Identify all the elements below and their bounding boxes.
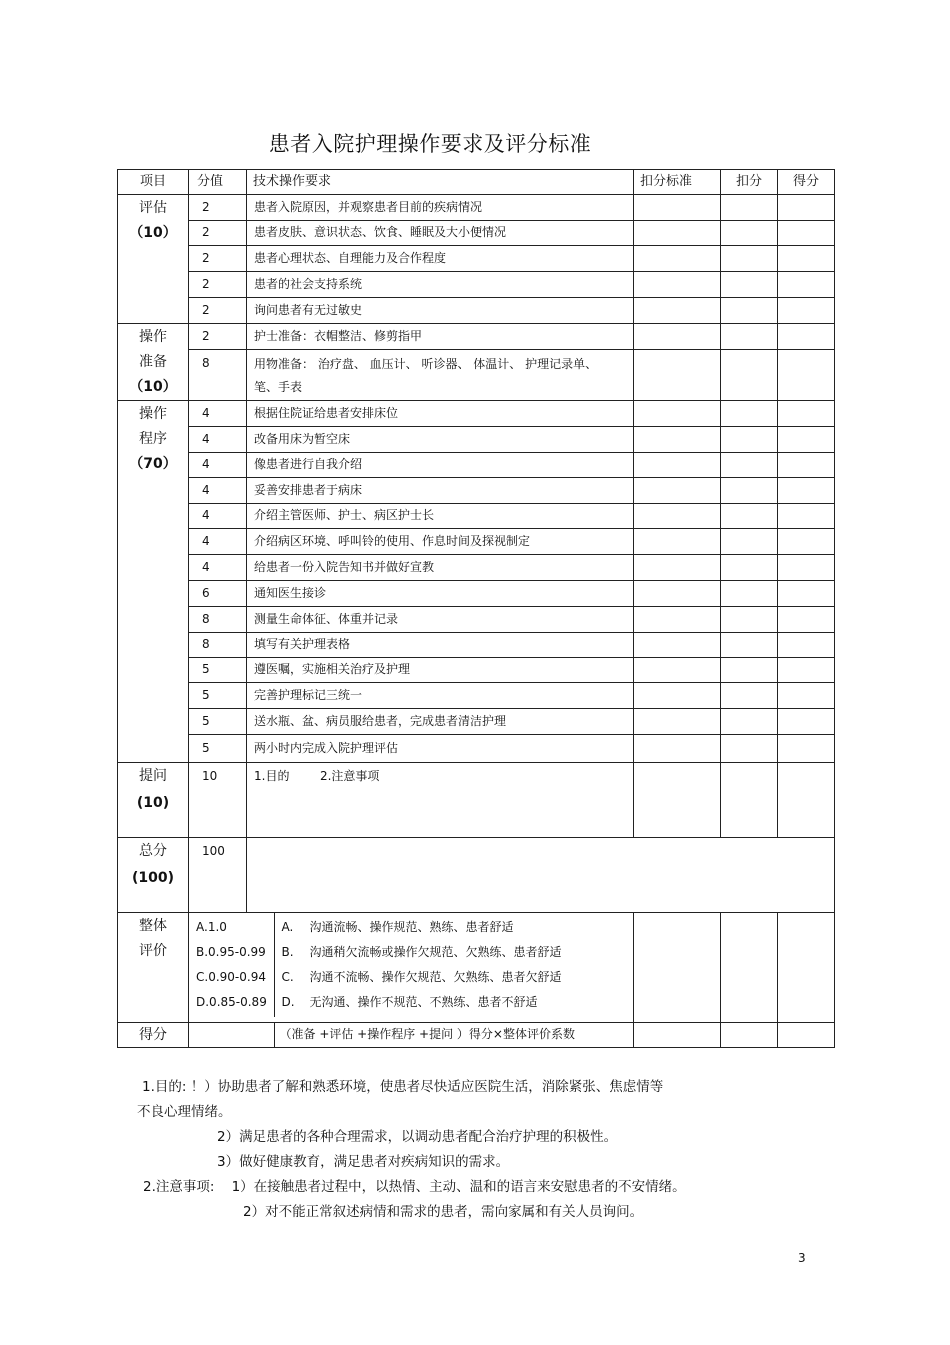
- grade-desc: [282, 915, 634, 940]
- deduction-standard-cell: [634, 427, 721, 453]
- got-cell: [778, 529, 835, 555]
- total-blank-cell: [247, 838, 835, 913]
- score-cell: 4: [189, 555, 247, 581]
- grade-desc: [282, 965, 634, 990]
- got-cell: [778, 1023, 835, 1048]
- grade-text: 沟通稍欠流畅或操作欠规范、欠熟练、患者舒适: [309, 945, 562, 959]
- requirement-line: 笔、手表: [254, 379, 303, 394]
- overall-grades-table: [189, 913, 633, 1017]
- score-cell: 5: [189, 735, 247, 763]
- deduction-cell: [721, 504, 778, 529]
- grade-coefficients: [189, 913, 274, 1017]
- score-cell: 4: [189, 427, 247, 453]
- deduction-standard-cell: [634, 581, 721, 607]
- category-label: 评估: [139, 200, 167, 216]
- got-cell: [778, 221, 835, 246]
- category-label: 总分: [139, 843, 167, 859]
- grade-coef: C.0.90-0.94: [196, 970, 266, 984]
- deduction-standard-cell: [634, 607, 721, 633]
- table-row: [118, 913, 835, 1023]
- category-points: (10): [136, 795, 170, 811]
- requirement-cell: 询问患者有无过敏史: [247, 298, 634, 324]
- category-procedure: [118, 401, 189, 763]
- deduction-cell: [721, 555, 778, 581]
- category-label: 整体: [139, 918, 167, 934]
- table-row: [118, 324, 835, 350]
- note-line: 2）对不能正常叙述病情和需求的患者，需向家属和有关人员询问。: [243, 1204, 644, 1220]
- deduction-standard-cell: [634, 349, 721, 400]
- deduction-standard-cell: [634, 683, 721, 709]
- deduction-standard-cell: [634, 195, 721, 221]
- grade-text: 沟通流畅、操作规范、熟练、患者舒适: [309, 920, 514, 934]
- got-cell: [778, 555, 835, 581]
- note-line: 不良心理情绪。: [137, 1104, 232, 1120]
- got-cell: [778, 658, 835, 683]
- got-cell: [778, 195, 835, 221]
- grade-coef: D.0.85-0.89: [196, 995, 267, 1009]
- score-cell: 6: [189, 581, 247, 607]
- requirement-cell: 患者皮肤、意识状态、饮食、睡眠及大小便情况: [247, 221, 634, 246]
- got-cell: [778, 709, 835, 735]
- header-score: 分值: [189, 170, 247, 195]
- got-cell: [778, 427, 835, 453]
- got-cell: [778, 735, 835, 763]
- deduction-cell: [721, 195, 778, 221]
- table-header-row: [118, 170, 835, 195]
- note-line: 1.目的: ！）协助患者了解和熟悉环境，使患者尽快适应医院生活，消除紧张、焦虑情等: [142, 1079, 664, 1095]
- deduction-cell: [721, 658, 778, 683]
- deduction-standard-cell: [634, 709, 721, 735]
- score-cell: 100: [189, 838, 247, 913]
- requirement-cell: 测量生命体征、体重并记录: [247, 607, 634, 633]
- deduction-standard-cell: [634, 401, 721, 427]
- score-cell: 8: [189, 633, 247, 658]
- requirement-cell: 护士准备：衣帽整洁、修剪指甲: [247, 324, 634, 350]
- grade-row: [189, 913, 633, 1017]
- grade-text: 沟通不流畅、操作欠规范、欠熟练、患者欠舒适: [309, 970, 562, 984]
- requirement-cell: 通知医生接诊: [247, 581, 634, 607]
- requirement-cell: 两小时内完成入院护理评估: [247, 735, 634, 763]
- table-row: [118, 195, 835, 221]
- deduction-standard-cell: [634, 246, 721, 272]
- score-cell: 5: [189, 709, 247, 735]
- grade-descriptions: [274, 913, 633, 1017]
- requirement-cell: 患者心理状态、自理能力及合作程度: [247, 246, 634, 272]
- score-cell: 8: [189, 607, 247, 633]
- table-row: [118, 427, 835, 453]
- requirement-cell: 像患者进行自我介绍: [247, 453, 634, 478]
- final-formula-table: [189, 1023, 633, 1047]
- table-row: [118, 607, 835, 633]
- category-overall: [118, 913, 189, 1023]
- deduction-standard-cell: [634, 504, 721, 529]
- deduction-standard-cell: [634, 453, 721, 478]
- table-row: [118, 349, 835, 400]
- grade-coef: A.1.0: [196, 920, 227, 934]
- table-row: [118, 246, 835, 272]
- overall-grades-cell: [189, 913, 634, 1023]
- deduction-standard-cell: [634, 529, 721, 555]
- got-cell: [778, 349, 835, 400]
- score-cell: 4: [189, 453, 247, 478]
- category-label: 准备: [139, 354, 167, 370]
- requirement-cell: 患者入院原因，并观察患者目前的疾病情况: [247, 195, 634, 221]
- page-number: 3: [798, 1251, 806, 1265]
- category-prep: [118, 324, 189, 401]
- table-row: [118, 763, 835, 838]
- deduction-standard-cell: [634, 633, 721, 658]
- score-cell: 8: [189, 349, 247, 400]
- header-deduction-standard: 扣分标准: [634, 170, 721, 195]
- note-line: 2）满足患者的各种合理需求，以调动患者配合治疗护理的积极性。: [217, 1129, 618, 1145]
- table-row: [118, 298, 835, 324]
- requirement-cell: 完善护理标记三统一: [247, 683, 634, 709]
- table-row: [118, 555, 835, 581]
- grade-text: 无沟通、操作不规范、不熟练、患者不舒适: [309, 995, 538, 1009]
- table-row: [118, 1023, 835, 1048]
- score-cell: 2: [189, 246, 247, 272]
- note-line: 3）做好健康教育，满足患者对疾病知识的需求。: [217, 1154, 510, 1170]
- got-cell: [778, 401, 835, 427]
- got-cell: [778, 581, 835, 607]
- deduction-cell: [721, 478, 778, 504]
- header-deduction: 扣分: [721, 170, 778, 195]
- requirement-cell: 妥善安排患者于病床: [247, 478, 634, 504]
- requirement-cell: 介绍病区环境、呼叫铃的使用、作息时间及探视制定: [247, 529, 634, 555]
- deduction-cell: [721, 453, 778, 478]
- score-cell: 2: [189, 195, 247, 221]
- formula-blank: [189, 1023, 274, 1047]
- deduction-cell: [721, 683, 778, 709]
- got-cell: [778, 683, 835, 709]
- deduction-cell: [721, 607, 778, 633]
- got-cell: [778, 453, 835, 478]
- table-row: [118, 581, 835, 607]
- deduction-standard-cell: [634, 555, 721, 581]
- got-cell: [778, 478, 835, 504]
- header-requirement: 技术操作要求: [247, 170, 634, 195]
- table-row: [118, 478, 835, 504]
- grade-letter: B.: [281, 945, 294, 959]
- deduction-standard-cell: [634, 1023, 721, 1048]
- deduction-standard-cell: [634, 658, 721, 683]
- table-row: [118, 504, 835, 529]
- score-cell: 10: [189, 763, 247, 838]
- deduction-cell: [721, 349, 778, 400]
- deduction-cell: [721, 221, 778, 246]
- category-label: 操作: [139, 329, 167, 345]
- got-cell: [778, 272, 835, 298]
- got-cell: [778, 913, 835, 1023]
- score-cell: 2: [189, 324, 247, 350]
- grade-letter: C.: [281, 970, 294, 984]
- deduction-cell: [721, 633, 778, 658]
- category-points: (100): [131, 870, 175, 886]
- requirement-cell: 填写有关护理表格: [247, 633, 634, 658]
- table-row: [118, 633, 835, 658]
- score-cell: 4: [189, 401, 247, 427]
- final-formula-cell: [189, 1023, 634, 1048]
- table-row: [118, 401, 835, 427]
- table-row: [118, 838, 835, 913]
- got-cell: [778, 324, 835, 350]
- category-total: [118, 838, 189, 913]
- deduction-cell: [721, 1023, 778, 1048]
- deduction-standard-cell: [634, 735, 721, 763]
- category-label: 操作: [139, 406, 167, 422]
- deduction-cell: [721, 529, 778, 555]
- requirement-cell: 根据住院证给患者安排床位: [247, 401, 634, 427]
- page-title: 患者入院护理操作要求及评分标准: [268, 132, 592, 156]
- score-cell: 4: [189, 478, 247, 504]
- deduction-cell: [721, 709, 778, 735]
- deduction-standard-cell: [634, 298, 721, 324]
- grade-letter: A.: [281, 920, 294, 934]
- deduction-cell: [721, 324, 778, 350]
- table-row: [118, 453, 835, 478]
- requirement-cell: 给患者一份入院告知书并做好宣教: [247, 555, 634, 581]
- got-cell: [778, 763, 835, 838]
- grade-desc: [282, 990, 634, 1015]
- category-points: （10）: [129, 225, 177, 241]
- got-cell: [778, 298, 835, 324]
- table-row: [118, 658, 835, 683]
- score-cell: 4: [189, 529, 247, 555]
- formula-row: [189, 1023, 633, 1047]
- deduction-standard-cell: [634, 913, 721, 1023]
- deduction-standard-cell: [634, 478, 721, 504]
- category-label: 程序: [139, 431, 167, 447]
- requirement-cell: [247, 349, 634, 400]
- score-cell: 4: [189, 504, 247, 529]
- category-label: 评价: [139, 943, 167, 959]
- category-points: （70）: [129, 456, 177, 472]
- deduction-standard-cell: [634, 763, 721, 838]
- got-cell: [778, 607, 835, 633]
- table-row: [118, 735, 835, 763]
- table-row: [118, 709, 835, 735]
- final-formula: （准备 +评估 +操作程序 +提问 ）得分×整体评价系数: [279, 1027, 575, 1042]
- grade-desc: [282, 940, 634, 965]
- deduction-standard-cell: [634, 272, 721, 298]
- requirement-cell: 遵医嘱，实施相关治疗及护理: [247, 658, 634, 683]
- requirement-cell: 介绍主管医师、护士、病区护士长: [247, 504, 634, 529]
- table-row: [118, 221, 835, 246]
- deduction-cell: [721, 427, 778, 453]
- note-line: 2.注意事项: 1）在接触患者过程中，以热情、主动、温和的语言来安慰患者的不安情绪。: [143, 1179, 686, 1195]
- deduction-standard-cell: [634, 221, 721, 246]
- category-points: （10）: [129, 379, 177, 395]
- deduction-cell: [721, 246, 778, 272]
- category-question: [118, 763, 189, 838]
- header-got: 得分: [778, 170, 835, 195]
- deduction-cell: [721, 401, 778, 427]
- category-final: 得分: [118, 1023, 189, 1048]
- score-cell: 2: [189, 221, 247, 246]
- score-cell: 5: [189, 683, 247, 709]
- score-cell: 2: [189, 298, 247, 324]
- got-cell: [778, 633, 835, 658]
- requirement-cell: 1.目的 2.注意事项: [247, 763, 634, 838]
- got-cell: [778, 504, 835, 529]
- table-row: [118, 272, 835, 298]
- deduction-cell: [721, 735, 778, 763]
- deduction-cell: [721, 763, 778, 838]
- requirement-line: 用物准备： 治疗盘、 血压计、 听诊器、 体温计、 护理记录单、: [254, 356, 598, 371]
- deduction-cell: [721, 913, 778, 1023]
- got-cell: [778, 246, 835, 272]
- scoring-table: [117, 169, 835, 1048]
- grade-coef: B.0.95-0.99: [196, 945, 266, 959]
- requirement-cell: 送水瓶、盆、病员服给患者，完成患者清洁护理: [247, 709, 634, 735]
- deduction-cell: [721, 298, 778, 324]
- category-label: 提问: [139, 768, 167, 784]
- deduction-cell: [721, 272, 778, 298]
- table-row: [118, 529, 835, 555]
- category-assess: [118, 195, 189, 324]
- score-cell: 5: [189, 658, 247, 683]
- score-cell: 2: [189, 272, 247, 298]
- header-item: 项目: [118, 170, 189, 195]
- grade-letter: D.: [281, 995, 295, 1009]
- notes-section: [138, 1075, 758, 1225]
- requirement-cell: 患者的社会支持系统: [247, 272, 634, 298]
- deduction-standard-cell: [634, 324, 721, 350]
- requirement-cell: 改备用床为暂空床: [247, 427, 634, 453]
- deduction-cell: [721, 581, 778, 607]
- table-row: [118, 683, 835, 709]
